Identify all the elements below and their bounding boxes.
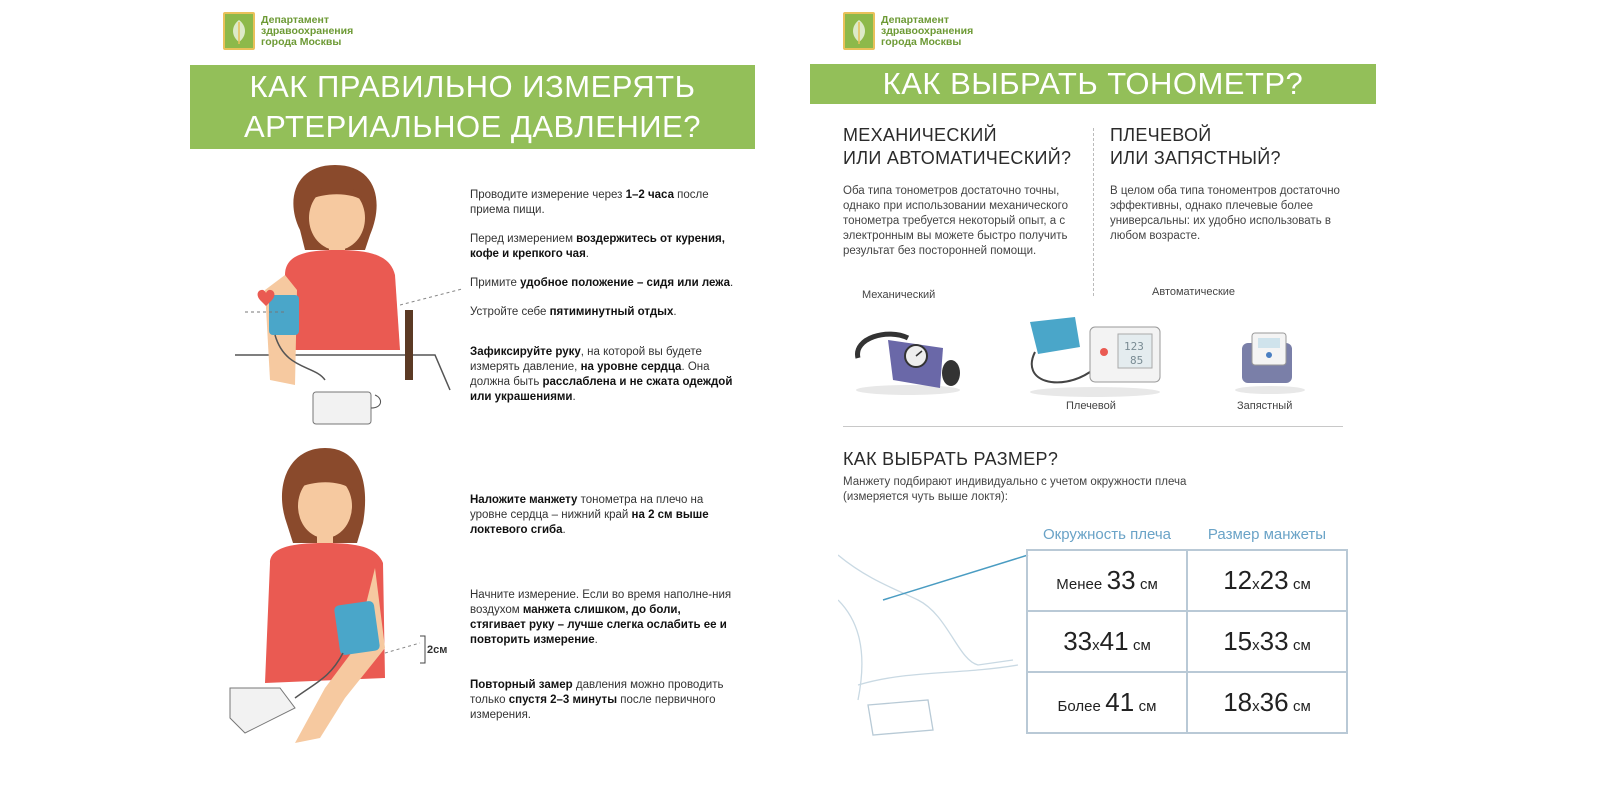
cm-label: 2см bbox=[427, 644, 448, 656]
woman-cuff-illustration bbox=[225, 448, 455, 758]
monitor-sys: 123 bbox=[1124, 340, 1144, 353]
arm-sketch-illustration bbox=[838, 540, 1038, 740]
cell-circumference: Менее 33 см bbox=[1027, 550, 1187, 611]
cell-cuff: 18x36 см bbox=[1187, 672, 1347, 733]
tip-cuff: Наложите манжету тонометра на плечо на уровне сердца – нижний край на 2 см выше локтевого сгиба. bbox=[470, 494, 709, 536]
col2-heading-2: ИЛИ ЗАПЯСТНЫЙ? bbox=[1110, 148, 1281, 168]
cuff-size-table bbox=[1026, 526, 1348, 734]
shoulder-tonometer-icon bbox=[1020, 312, 1170, 402]
dept-emblem-icon bbox=[843, 12, 875, 50]
tip-2: Перед измерением воздержитесь от курения, кофе и крепкого чая. bbox=[470, 233, 725, 260]
caption-automatic: Автоматические bbox=[1152, 286, 1236, 298]
dept-logo-left bbox=[223, 12, 353, 50]
tip-4: Устройте себе пятиминутный отдых. bbox=[470, 306, 677, 318]
cell-circumference: 33x41 см bbox=[1027, 611, 1187, 672]
left-title-line-1: КАК ПРАВИЛЬНО ИЗМЕРЯТЬ bbox=[249, 69, 696, 104]
col2-heading-1: ПЛЕЧЕВОЙ bbox=[1110, 125, 1212, 145]
logo-line-2: здравоохранения bbox=[261, 24, 354, 37]
caption-shoulder: Плечевой bbox=[1066, 400, 1116, 412]
pointer-line bbox=[400, 283, 470, 313]
caption-wrist: Запястный bbox=[1237, 400, 1293, 412]
logo-line-1: Департамент bbox=[881, 13, 949, 26]
cell-cuff: 12x23 см bbox=[1187, 550, 1347, 611]
tip-repeat: Повторный замер давления можно проводить только спустя 2–3 минуты после первичного измерения. bbox=[470, 679, 724, 721]
logo-line-2: здравоохранения bbox=[881, 24, 974, 37]
col1-heading-2: ИЛИ АВТОМАТИЧЕСКИЙ? bbox=[843, 148, 1072, 168]
size-heading: КАК ВЫБРАТЬ РАЗМЕР? bbox=[843, 449, 1059, 469]
cell-circumference: Более 41 см bbox=[1027, 672, 1187, 733]
logo-line-3: города Москвы bbox=[881, 35, 962, 48]
wrist-tonometer-icon bbox=[1230, 325, 1310, 395]
table-row bbox=[1027, 672, 1347, 733]
monitor-dia: 85 bbox=[1130, 354, 1144, 367]
caption-mechanical: Механический bbox=[862, 289, 936, 301]
tips-list-1 bbox=[470, 188, 735, 320]
size-text: Манжету подбирают индивидуально с учетом окружности плеча (измеряется чуть выше локтя): bbox=[843, 476, 1187, 503]
column-divider bbox=[1093, 128, 1095, 296]
header-arm-circumference: Окружность плеча bbox=[1043, 526, 1171, 543]
tip-3: Примите удобное положение – сидя или лежа. bbox=[470, 277, 734, 289]
logo-line-3: города Москвы bbox=[261, 35, 342, 48]
cell-cuff: 15x33 см bbox=[1187, 611, 1347, 672]
col-shoulder-wrist bbox=[1110, 124, 1355, 244]
table-row bbox=[1027, 611, 1347, 672]
dept-logo-right bbox=[843, 12, 973, 50]
left-title-banner bbox=[190, 65, 755, 149]
tip-start: Начните измерение. Если во время наполне-ния воздухом манжета слишком, до боли, стягивает руку – лучше слегка ослабить ее и повторить измерение. bbox=[470, 589, 732, 646]
section-divider bbox=[843, 426, 1343, 427]
dept-emblem-icon bbox=[223, 12, 255, 50]
header-cuff-size: Размер манжеты bbox=[1207, 526, 1327, 543]
table-row bbox=[1027, 550, 1347, 611]
left-title-line-2: АРТЕРИАЛЬНОЕ ДАВЛЕНИЕ? bbox=[244, 109, 701, 144]
logo-line-1: Департамент bbox=[261, 13, 329, 26]
col2-text: В целом оба типа тономентров достаточно эффективны, однако плечевые более универсальны: их удобно использовать в любом возрасте. bbox=[1110, 185, 1340, 242]
mechanical-tonometer-icon bbox=[848, 318, 968, 398]
col1-text: Оба типа тонометров достаточно точны, однако при использовании механического тонометра требуется некоторый опыт, а с электронным вы можете быстро получить результат без посторонней помощи. bbox=[843, 185, 1069, 257]
tip-1: Проводите измерение через 1–2 часа после приема пищи. bbox=[470, 189, 709, 216]
tip-fix-arm: Зафиксируйте руку, на которой вы будете измерять давление, на уровне сердца. Она должна быть расслаблена и не сжата одеждой или украшениями. bbox=[470, 346, 733, 403]
right-title-banner: КАК ВЫБРАТЬ ТОНОМЕТР? bbox=[810, 64, 1376, 104]
col1-heading-1: МЕХАНИЧЕСКИЙ bbox=[843, 125, 997, 145]
col-mech-auto bbox=[843, 124, 1083, 259]
